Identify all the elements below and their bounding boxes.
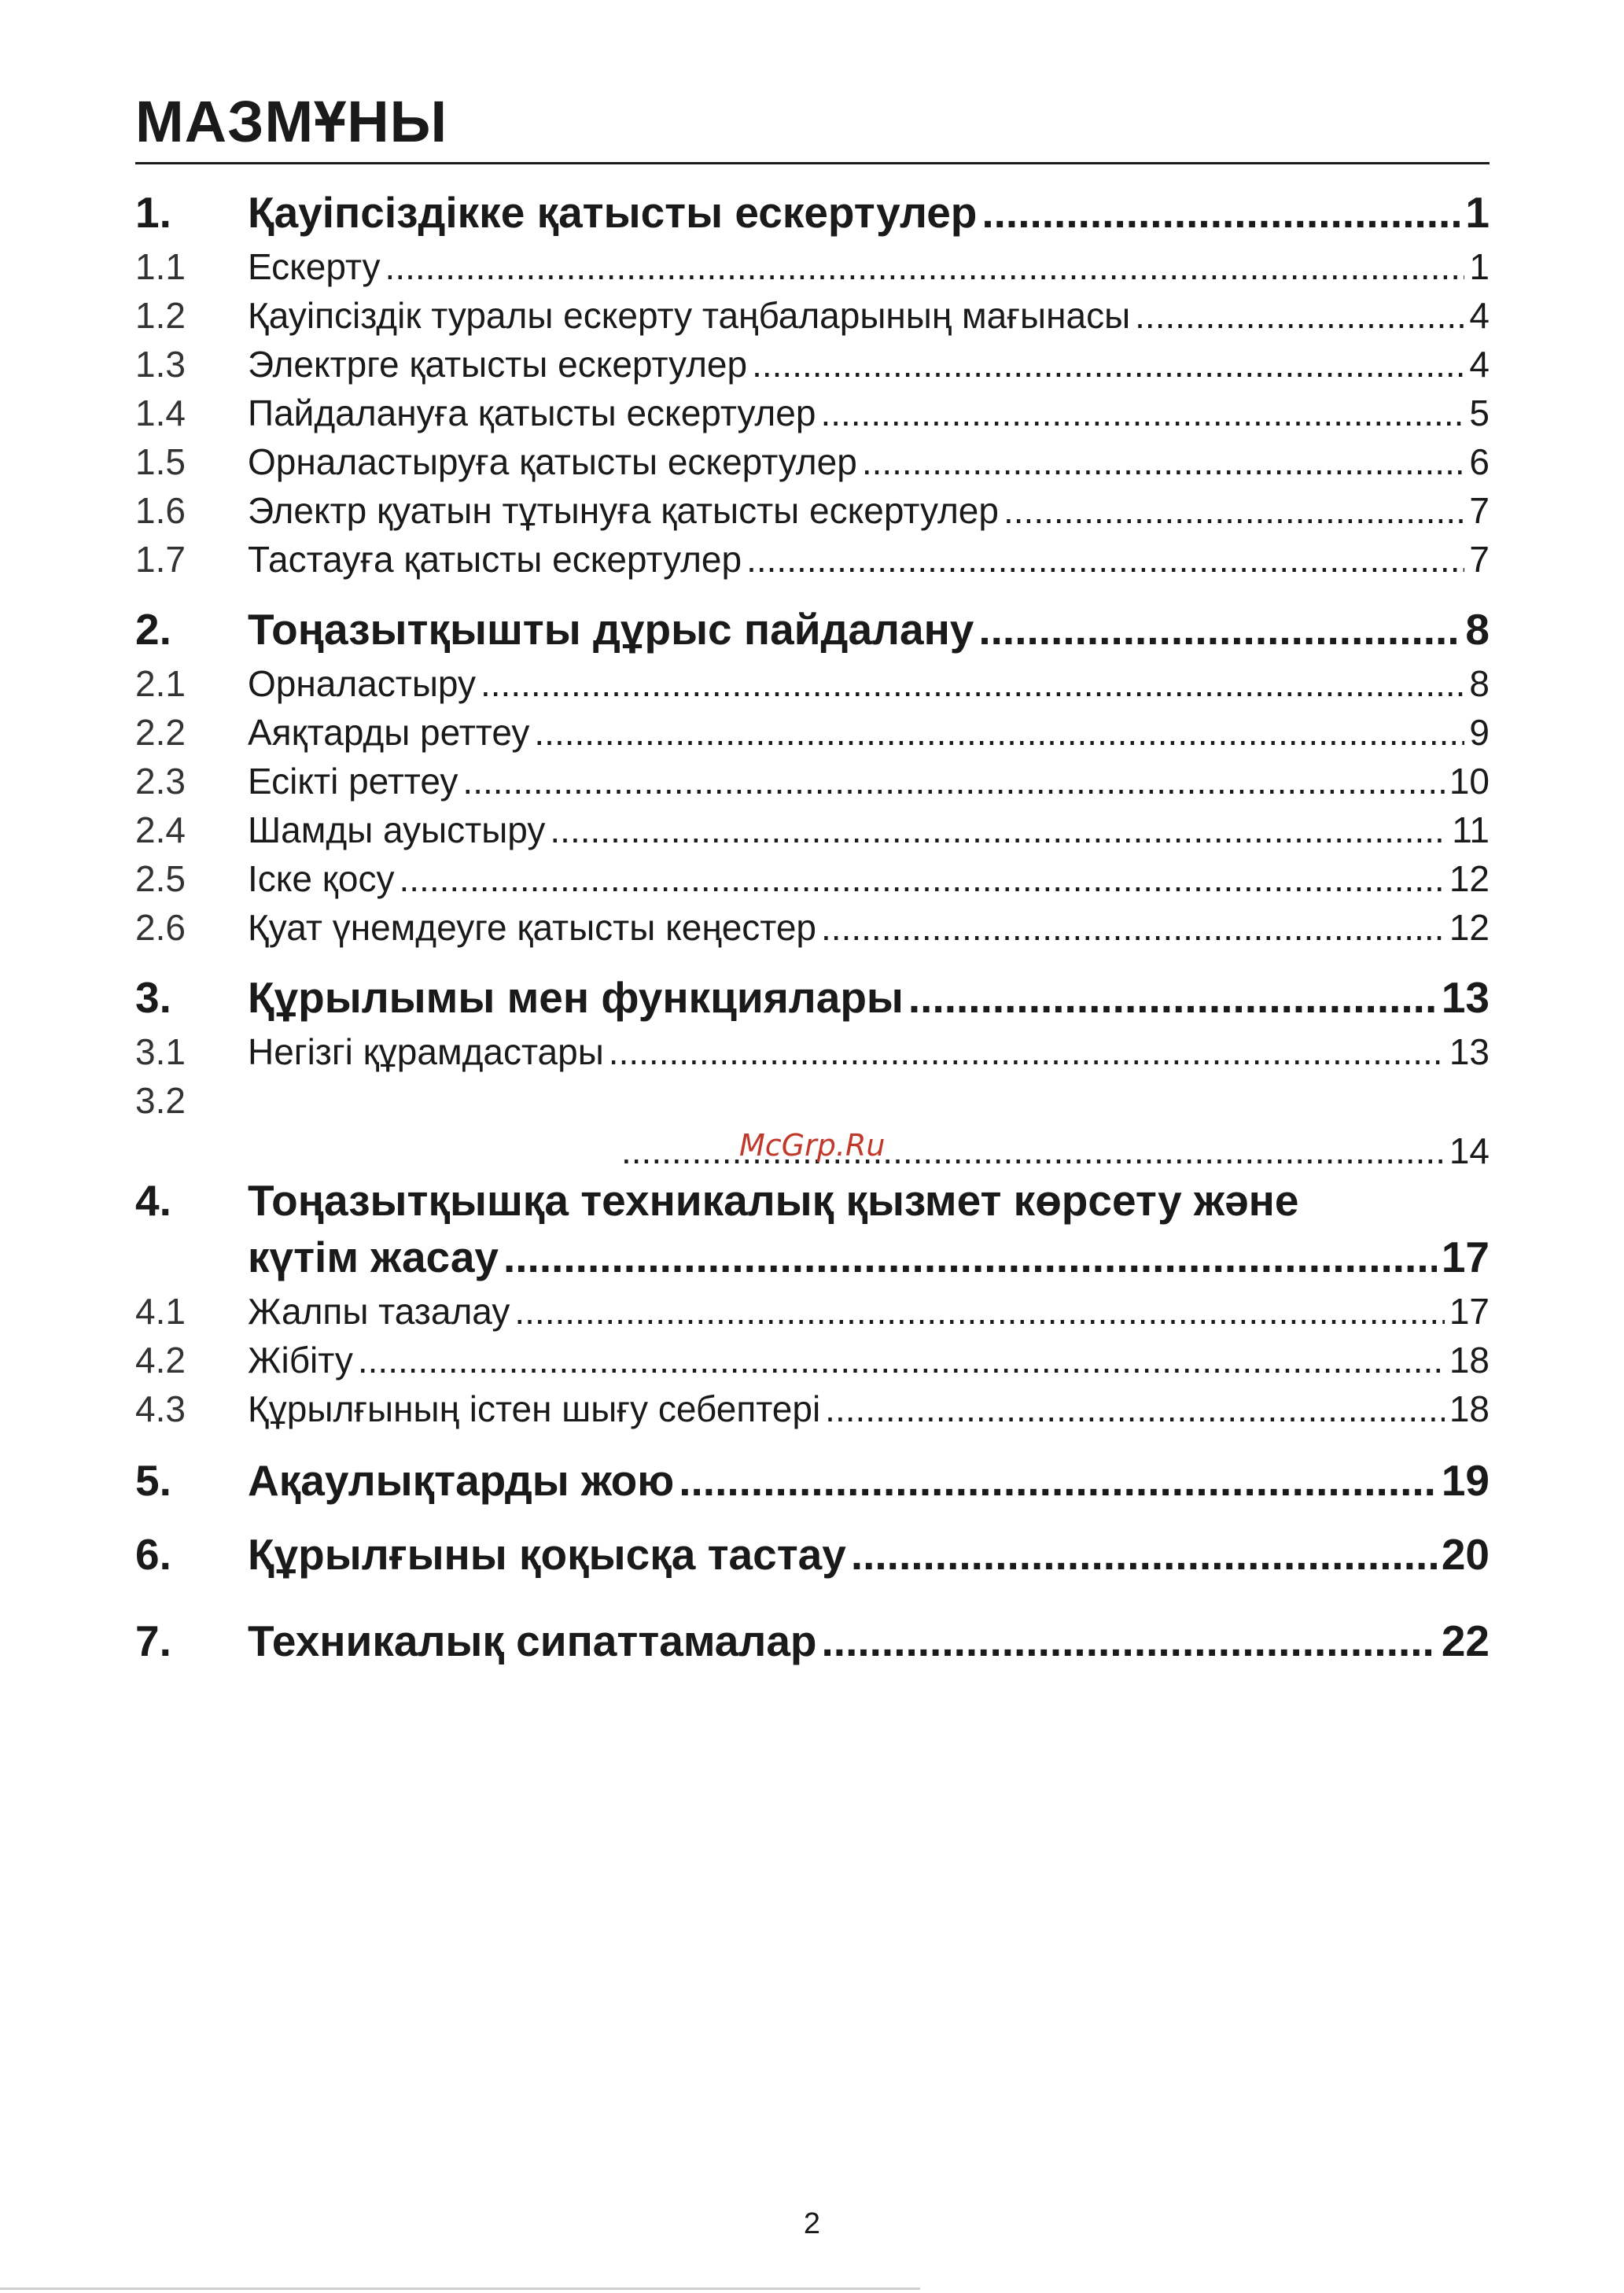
toc-entry-page: 8 <box>1465 605 1490 654</box>
dot-leader <box>358 1339 1445 1381</box>
dot-leader <box>462 760 1444 802</box>
page-number: 2 <box>803 2207 821 2240</box>
dot-leader <box>679 1455 1437 1506</box>
dot-leader <box>550 809 1447 851</box>
toc-entry-number: 1.7 <box>135 539 186 580</box>
toc-entry-1-4[interactable] <box>135 392 1490 434</box>
dot-leader <box>514 1290 1444 1333</box>
toc-entry-page: 8 <box>1469 663 1490 704</box>
toc-entry-number: 2. <box>135 605 171 654</box>
toc-entry-page: 17 <box>1449 1291 1490 1332</box>
dot-leader <box>978 604 1460 654</box>
toc-entry-number: 1.4 <box>135 393 186 433</box>
toc-entry-title: Орналастыру <box>248 663 476 704</box>
dot-leader <box>820 392 1464 434</box>
toc-entry-number: 3.2 <box>135 1080 186 1121</box>
toc-entry-title: Ескерту <box>248 246 381 287</box>
toc-entry-1[interactable] <box>135 187 1490 238</box>
toc-entry-number: 2.2 <box>135 712 186 753</box>
toc-entry-number: 4.3 <box>135 1388 186 1429</box>
toc-entry-number: 1.1 <box>135 246 186 287</box>
dot-leader <box>1135 294 1464 337</box>
dot-leader <box>981 187 1460 238</box>
dot-leader <box>1003 489 1464 532</box>
toc-entry-3-1[interactable] <box>135 1030 1490 1073</box>
toc-entry-2[interactable] <box>135 604 1490 654</box>
toc-entry-page: 4 <box>1469 344 1490 385</box>
toc-entry-number: 4. <box>135 1176 171 1225</box>
toc-entry-1-5[interactable] <box>135 441 1490 483</box>
toc-entry-4-line1[interactable] <box>135 1175 1490 1226</box>
toc-entry-3-2-number <box>135 1079 1490 1122</box>
toc-entry-title: Техникалық сипаттамалар <box>248 1617 817 1665</box>
toc-entry-page: 18 <box>1449 1388 1490 1429</box>
toc-entry-1-6[interactable] <box>135 489 1490 532</box>
dot-leader <box>851 1529 1437 1580</box>
toc-entry-number: 5. <box>135 1456 171 1505</box>
toc-entry-number: 2.6 <box>135 907 186 948</box>
toc-entry-1-1[interactable] <box>135 245 1490 288</box>
toc-entry-1-2[interactable] <box>135 294 1490 337</box>
toc-entry-title-continued: күтім жасау <box>248 1233 499 1281</box>
toc-entry-number: 4.2 <box>135 1340 186 1381</box>
toc-entry-page: 4 <box>1469 295 1490 336</box>
toc-entry-title: Есікті реттеу <box>248 761 458 802</box>
toc-entry-title: Қауіпсіздік туралы ескерту таңбаларының мағынасы <box>248 295 1131 336</box>
toc-entry-number: 1.6 <box>135 490 186 531</box>
dot-leader <box>908 972 1437 1023</box>
toc-entry-page: 22 <box>1441 1617 1490 1665</box>
toc-entry-title: Аяқтарды реттеу <box>248 712 530 753</box>
bottom-divider <box>0 2287 920 2290</box>
toc-entry-title: Электр қуатын тұтынуға қатысты ескертулер <box>248 490 999 531</box>
toc-entry-page: 12 <box>1449 907 1490 948</box>
dot-leader <box>400 857 1445 900</box>
toc-entry-2-5[interactable] <box>135 857 1490 900</box>
toc-entry-title: Тастауға қатысты ескертулер <box>248 539 742 580</box>
toc-entry-title: Тоңазытқышты дұрыс пайдалану <box>248 605 974 654</box>
toc-entry-title: Құрылғыны қоқысқа тастау <box>248 1530 846 1579</box>
toc-entry-3[interactable] <box>135 972 1490 1023</box>
dot-leader <box>503 1232 1437 1282</box>
dot-leader <box>481 662 1464 705</box>
toc-entry-7[interactable] <box>135 1616 1490 1666</box>
toc-entry-number: 2.3 <box>135 761 186 802</box>
toc-entry-title: Қауіпсіздікке қатысты ескертулер <box>248 188 978 237</box>
watermark-text: McGrp.Ru <box>739 1128 886 1163</box>
toc-entry-1-7[interactable] <box>135 538 1490 581</box>
toc-entry-page: 20 <box>1441 1530 1490 1579</box>
toc-entry-4[interactable] <box>248 1232 1490 1282</box>
dot-leader <box>752 343 1464 385</box>
toc-entry-page: 13 <box>1449 1031 1490 1072</box>
toc-entry-page: 19 <box>1441 1456 1490 1505</box>
toc-entry-page: 6 <box>1469 441 1490 482</box>
toc-entry-title: Электрге қатысты ескертулер <box>248 344 748 385</box>
toc-entry-page: 14 <box>1449 1130 1490 1171</box>
toc-entry-page: 1 <box>1465 188 1490 237</box>
toc-entry-2-1[interactable] <box>135 662 1490 705</box>
toc-entry-number: 1.3 <box>135 344 186 385</box>
toc-entry-2-3[interactable] <box>135 760 1490 802</box>
toc-entry-number: 1.5 <box>135 441 186 482</box>
dot-leader <box>385 245 1465 288</box>
toc-entry-title: Құрылымы мен функциялары <box>248 973 904 1022</box>
dot-leader <box>609 1030 1445 1073</box>
toc-entry-title: Қуат үнемдеуге қатысты кеңестер <box>248 907 817 948</box>
dot-leader <box>822 1616 1437 1666</box>
toc-entry-title: Пайдалануға қатысты ескертулер <box>248 393 816 433</box>
toc-entry-title: Орналастыруға қатысты ескертулер <box>248 441 857 482</box>
page-title: МАЗМҰНЫ <box>135 89 448 154</box>
toc-entry-title: Құрылғының істен шығу себептері <box>248 1388 821 1429</box>
toc-entry-title: Негізгі құрамдастары <box>248 1031 604 1072</box>
toc-entry-page: 11 <box>1452 809 1490 850</box>
toc-entry-4-1[interactable] <box>135 1290 1490 1333</box>
toc-entry-page: 12 <box>1449 858 1490 899</box>
toc-entry-title: Шамды ауыстыру <box>248 809 546 850</box>
toc-entry-number: 6. <box>135 1530 171 1579</box>
toc-entry-page: 9 <box>1469 712 1490 753</box>
toc-entry-title: Жібіту <box>248 1340 353 1381</box>
toc-entry-number: 1. <box>135 188 171 237</box>
toc-entry-page: 5 <box>1469 393 1490 433</box>
toc-entry-title: Жалпы тазалау <box>248 1291 510 1332</box>
toc-entry-4-3[interactable] <box>135 1388 1490 1430</box>
toc-entry-2-4[interactable] <box>135 809 1490 851</box>
toc-entry-page: 10 <box>1449 761 1490 802</box>
dot-leader <box>825 1388 1445 1430</box>
toc-entry-page: 7 <box>1469 490 1490 531</box>
toc-entry-page: 13 <box>1441 973 1490 1022</box>
toc-entry-title: Ақаулықтарды жою <box>248 1456 675 1505</box>
toc-entry-1-3[interactable] <box>135 343 1490 385</box>
toc-entry-6[interactable] <box>135 1529 1490 1580</box>
toc-entry-number: 1.2 <box>135 295 186 336</box>
toc-entry-number: 2.4 <box>135 809 186 850</box>
toc-entry-number: 2.5 <box>135 858 186 899</box>
toc-entry-5[interactable] <box>135 1455 1490 1506</box>
toc-entry-number: 3. <box>135 973 171 1022</box>
toc-entry-number: 4.1 <box>135 1291 186 1332</box>
dot-leader <box>862 441 1465 483</box>
dot-leader <box>821 906 1445 949</box>
toc-entry-page: 7 <box>1469 539 1490 580</box>
dot-leader <box>534 711 1464 754</box>
toc-entry-2-2[interactable] <box>135 711 1490 754</box>
toc-entry-title: Іске қосу <box>248 858 395 899</box>
toc-entry-page: 17 <box>1441 1233 1490 1281</box>
toc-entry-page: 18 <box>1449 1340 1490 1381</box>
toc-entry-number: 7. <box>135 1617 171 1665</box>
toc-entry-4-2[interactable] <box>135 1339 1490 1381</box>
toc-entry-page: 1 <box>1469 246 1490 287</box>
title-divider <box>135 162 1490 164</box>
toc-entry-title: Тоңазытқышқа техникалық қызмет көрсету және <box>248 1176 1299 1225</box>
dot-leader <box>746 538 1464 581</box>
toc-entry-number: 3.1 <box>135 1031 186 1072</box>
toc-entry-2-6[interactable] <box>135 906 1490 949</box>
toc-entry-number: 2.1 <box>135 663 186 704</box>
